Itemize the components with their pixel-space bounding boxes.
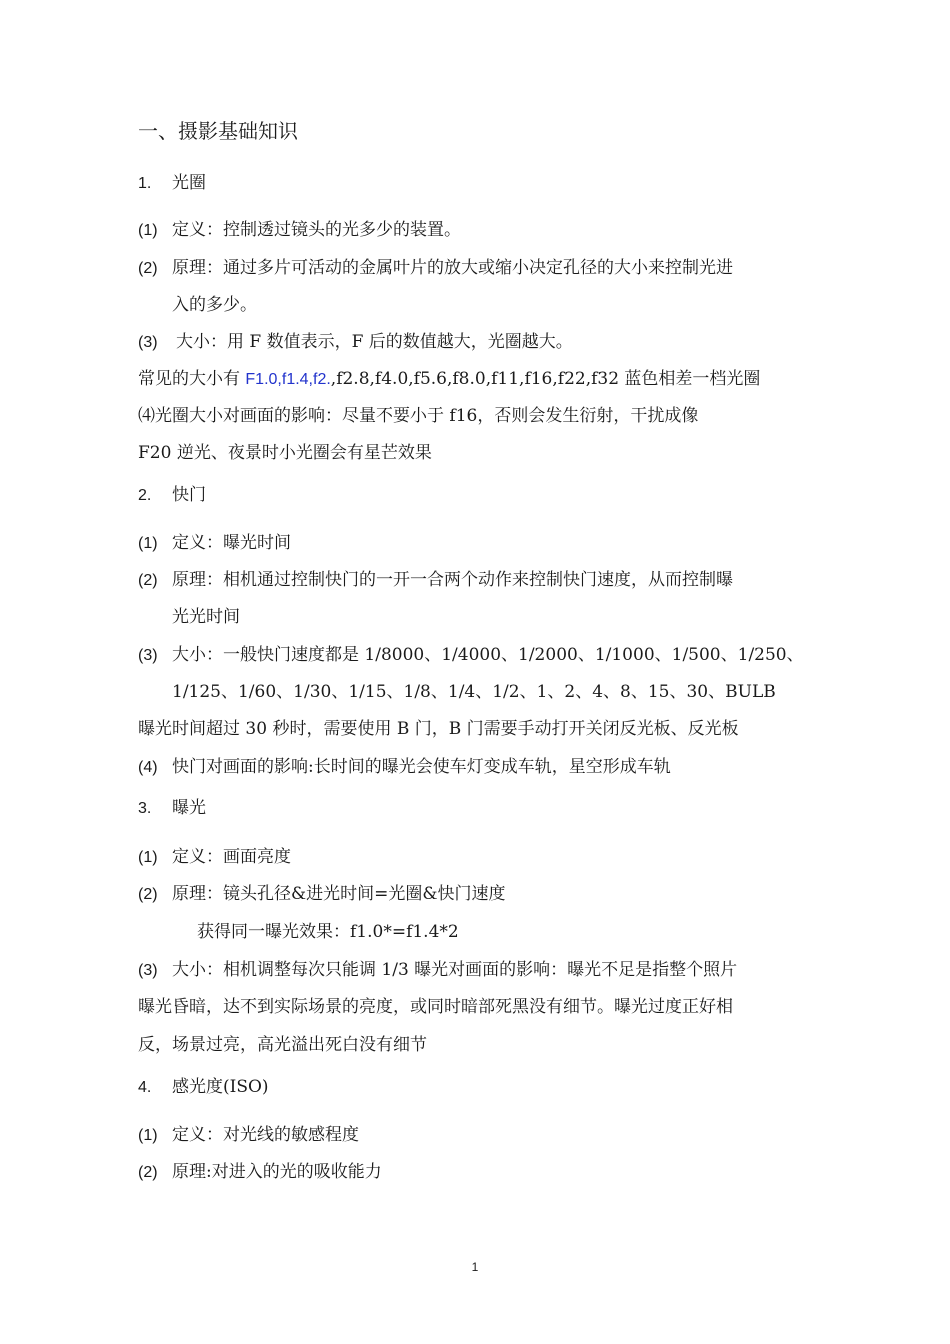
common-prefix: 常见的大小有 (138, 369, 246, 389)
item-text: 大小：相机调整每次只能调 1/3 曝光对画面的影响：曝光不足是指整个照片 (172, 960, 738, 980)
section-title: 快门 (172, 485, 206, 505)
item-number: (2) (138, 260, 158, 277)
common-blue-values: F1.0,f1.4,f2. (245, 371, 331, 388)
item-continuation: 1/125、1/60、1/30、1/15、1/8、1/4、1/2、1、2、4、8、15、30、BULB (172, 682, 776, 702)
item-text: 原理：通过多片可活动的金属叶片的放大或缩小决定孔径的大小来控制光进 (172, 258, 733, 278)
item-text: 定义：控制透过镜头的光多少的装置。 (172, 220, 461, 240)
list-item (138, 569, 733, 592)
item-number: (4) (138, 759, 158, 776)
item-text: 原理:对进入的光的吸收能力 (172, 1162, 382, 1182)
section-number: 1. (138, 175, 152, 192)
item-number: (2) (138, 572, 158, 589)
list-item (138, 1161, 382, 1184)
list-item (138, 1124, 359, 1147)
item-text: 快门对画面的影响:长时间的曝光会使车灯变成车轨，星空形成车轨 (172, 757, 671, 777)
section-heading-exposure (138, 797, 206, 820)
item-text: 定义：曝光时间 (172, 533, 291, 553)
item-text: 定义：画面亮度 (172, 847, 291, 867)
section-title: 曝光 (172, 798, 206, 818)
item-number: (3) (138, 962, 158, 979)
document-title: 一、摄影基础知识 (138, 119, 298, 143)
same-exposure-note: 获得同一曝光效果：f1.0*=f1.4*2 (197, 922, 459, 942)
list-item (138, 219, 461, 242)
item-number: (3) (138, 334, 158, 351)
item-number: (3) (138, 647, 158, 664)
list-item (138, 756, 671, 779)
item-text: 大小：用 F 数值表示，F 后的数值越大，光圈越大。 (176, 332, 573, 352)
item-text: 大小：一般快门速度都是 1/8000、1/4000、1/2000、1/1000、1/500、1/250、 (172, 645, 804, 665)
list-item (138, 331, 573, 354)
list-item (138, 257, 733, 280)
item-continuation: 入的多少。 (172, 295, 257, 315)
item-number: ⑷ (138, 406, 155, 426)
item-text: 原理：镜头孔径&进光时间=光圈&快门速度 (172, 884, 506, 904)
paragraph-f20: F20 逆光、夜景时小光圈会有星芒效果 (138, 443, 432, 463)
item-continuation: 光光时间 (172, 607, 240, 627)
list-item (138, 846, 291, 869)
item-text: 定义：对光线的敏感程度 (172, 1125, 359, 1145)
section-number: 2. (138, 487, 152, 504)
section-heading-aperture (138, 172, 206, 195)
common-apertures-line (138, 368, 760, 391)
list-item (138, 959, 737, 982)
item-number: (1) (138, 849, 158, 866)
paragraph-bulb: 曝光时间超过 30 秒时，需要使用 B 门，B 门需要手动打开关闭反光板、反光板 (138, 719, 739, 739)
item-number: (2) (138, 886, 158, 903)
list-item (138, 644, 804, 667)
page-number: 1 (471, 1260, 479, 1274)
paragraph-continuation: 反，场景过亮，高光溢出死白没有细节 (138, 1035, 427, 1055)
paragraph-continuation: 曝光昏暗，达不到实际场景的亮度，或同时暗部死黑没有细节。曝光过度正好相 (138, 997, 733, 1017)
item-text: 原理：相机通过控制快门的一开一合两个动作来控制快门速度，从而控制曝 (172, 570, 733, 590)
section-number: 3. (138, 800, 152, 817)
list-item (138, 532, 291, 555)
list-item (138, 405, 698, 427)
section-number: 4. (138, 1079, 152, 1096)
section-title: 感光度(ISO) (172, 1077, 269, 1097)
section-title: 光圈 (172, 173, 206, 193)
item-number: (1) (138, 535, 158, 552)
section-heading-iso (138, 1076, 269, 1099)
item-text: 光圈大小对画面的影响：尽量不要小于 f16，否则会发生衍射，干扰成像 (155, 406, 699, 426)
item-number: (2) (138, 1164, 158, 1181)
common-suffix: ,f2.8,f4.0,f5.6,f8.0,f11,f16,f22,f32 蓝色相差一档光圈 (330, 369, 761, 389)
item-number: (1) (138, 1127, 158, 1144)
item-number: (1) (138, 222, 158, 239)
section-heading-shutter (138, 484, 206, 507)
list-item (138, 883, 506, 906)
